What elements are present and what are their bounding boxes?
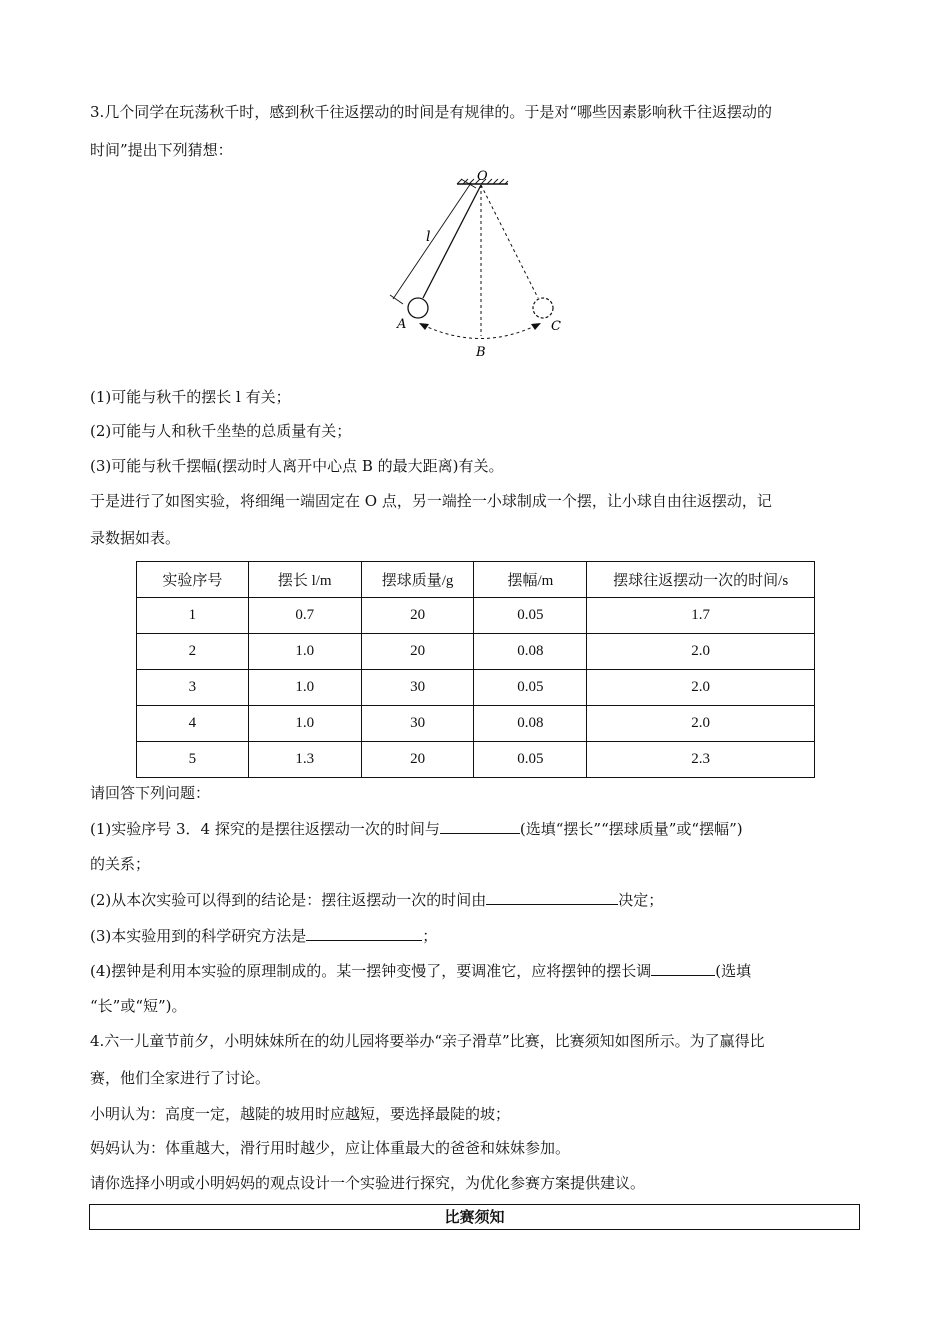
question-1-line2: 的关系； [90, 855, 151, 873]
table-cell: 1 [137, 598, 249, 634]
table-cell: 0.08 [474, 634, 587, 670]
answer-blank-4[interactable] [651, 960, 715, 976]
label-o: O [477, 169, 488, 184]
q4-line1: 4.六一儿童节前夕，小明妹妹所在的幼儿园将要举办“亲子滑草”比赛，比赛须知如图所示。为了赢得比 [90, 1032, 765, 1050]
mom-view: 妈妈认为：体重越大，滑行用时越少，应让体重最大的爸爸和妹妹参加。 [90, 1139, 571, 1157]
contest-notice-title: 比赛须知 [444, 1208, 505, 1226]
xiaoming-view: 小明认为：高度一定，越陡的坡用时应越短，要选择最陡的坡； [90, 1105, 511, 1123]
table-header: 实验序号 [137, 562, 249, 598]
q3-intro-line2: 时间”提出下列猜想： [90, 141, 233, 159]
table-cell: 2 [137, 634, 249, 670]
table-header: 摆长 l/m [248, 562, 361, 598]
q4-line2: 赛，他们全家进行了讨论。 [90, 1069, 271, 1087]
table-cell: 30 [361, 670, 474, 706]
table-cell: 0.05 [474, 598, 587, 634]
hypothesis-3: (3)可能与秋千摆幅(摆动时人离开中心点 B 的最大距离)有关。 [90, 457, 504, 475]
ball-c [533, 298, 553, 318]
table-cell: 0.05 [474, 742, 587, 778]
question-1-text: (1)实验序号 3．4 探究的是摆往返摆动一次的时间与 [90, 820, 440, 838]
question-3-text: (3)本实验用到的科学研究方法是 [90, 927, 307, 945]
pendulum-figure [385, 168, 575, 363]
question-4-text: (4)摆钟是利用本实验的原理制成的。某一摆钟变慢了，要调准它，应将摆钟的摆长调 [90, 962, 652, 980]
label-b: B [476, 345, 486, 360]
arc-arrow-right [531, 323, 541, 330]
table-row [137, 670, 815, 706]
table-header: 摆球质量/g [361, 562, 474, 598]
table-cell: 1.7 [587, 598, 815, 634]
table-header: 摆幅/m [474, 562, 587, 598]
table-cell: 2.0 [587, 706, 815, 742]
table-cell: 20 [361, 598, 474, 634]
question-4 [90, 960, 751, 981]
table-header: 摆球往返摆动一次的时间/s [587, 562, 815, 598]
table-cell: 20 [361, 634, 474, 670]
table-cell: 30 [361, 706, 474, 742]
question-3 [90, 925, 437, 946]
data-table [136, 561, 815, 778]
experiment-line2: 录数据如表。 [90, 529, 181, 547]
table-cell: 2.0 [587, 670, 815, 706]
arc-arrow-left [419, 323, 429, 330]
question-1 [90, 818, 743, 839]
table-cell: 1.0 [248, 670, 361, 706]
question-2-tail: 决定； [618, 891, 664, 909]
table-cell: 2.0 [587, 634, 815, 670]
ball-a [408, 298, 428, 318]
table-cell: 0.7 [248, 598, 361, 634]
dashed-string-c [481, 185, 538, 298]
question-1-options: (选填“摆长”“摆球质量”或“摆幅”) [519, 820, 743, 838]
table-row [137, 634, 815, 670]
table-cell: 4 [137, 706, 249, 742]
dimension-tick-bottom [390, 295, 403, 304]
table-cell: 2.3 [587, 742, 815, 778]
table-cell: 1.3 [248, 742, 361, 778]
question-2 [90, 889, 663, 910]
q3-intro-line1: 3.几个同学在玩荡秋千时，感到秋千往返摆动的时间是有规律的。于是对“哪些因素影响秋千往返摆动的 [90, 103, 772, 121]
question-4-line2: “长”或“短”)。 [90, 997, 187, 1015]
table-row [137, 598, 815, 634]
experiment-line1: 于是进行了如图实验，将细绳一端固定在 O 点，另一端拴一小球制成一个摆，让小球自由往返摆动，记 [90, 492, 772, 510]
label-a: A [397, 317, 407, 332]
label-c: C [551, 319, 561, 334]
table-header-row [137, 562, 815, 598]
q4-task: 请你选择小明或小明妈妈的观点设计一个实验进行探究，为优化参赛方案提供建议。 [90, 1174, 646, 1192]
question-4-options: (选填 [715, 962, 752, 980]
answer-blank-1[interactable] [440, 818, 520, 834]
table-cell: 20 [361, 742, 474, 778]
table-cell: 5 [137, 742, 249, 778]
question-2-text: (2)从本次实验可以得到的结论是：摆往返摆动一次的时间由 [90, 891, 487, 909]
answer-blank-3[interactable] [306, 925, 422, 941]
contest-notice-box [89, 1204, 860, 1230]
table-row [137, 742, 815, 778]
answer-blank-2[interactable] [486, 889, 618, 905]
swing-arc [423, 325, 537, 339]
table-cell: 1.0 [248, 634, 361, 670]
hypothesis-2: (2)可能与人和秋千坐垫的总质量有关； [90, 422, 352, 440]
table-cell: 0.05 [474, 670, 587, 706]
table-cell: 0.08 [474, 706, 587, 742]
table-row [137, 706, 815, 742]
label-l: l [426, 229, 431, 245]
hypothesis-1: (1)可能与秋千的摆长 l 有关； [90, 388, 291, 406]
table-cell: 1.0 [248, 706, 361, 742]
question-3-tail: ； [422, 927, 438, 945]
questions-prompt: 请回答下列问题： [90, 784, 211, 802]
table-cell: 3 [137, 670, 249, 706]
